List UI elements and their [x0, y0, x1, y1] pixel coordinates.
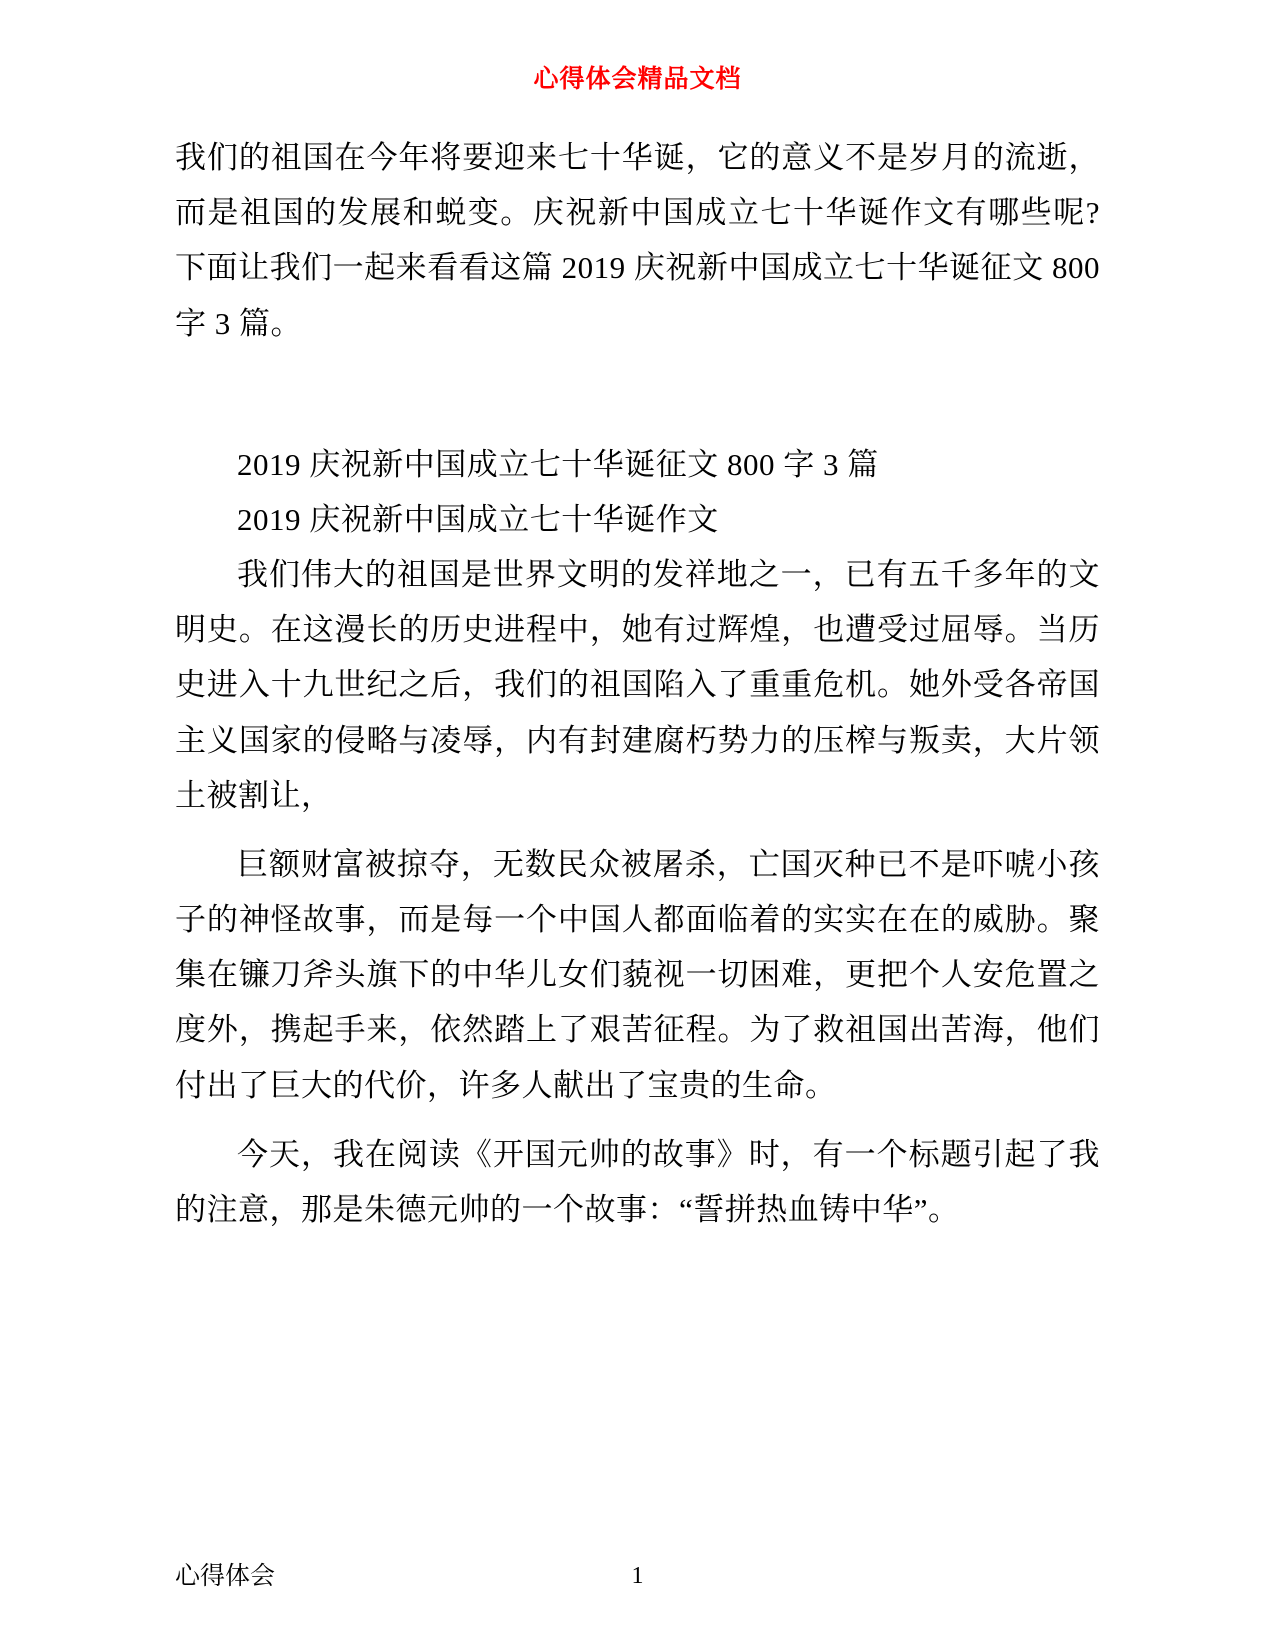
page-footer [175, 1552, 1100, 1592]
body-paragraph-1: 我们伟大的祖国是世界文明的发祥地之一，已有五千多年的文明史。在这漫长的历史进程中，她有过辉煌，也遭受过屈辱。当历史进入十九世纪之后，我们的祖国陷入了重重危机。她外受各帝国主义国家的侵略与凌辱，内有封建腐朽势力的压榨与叛卖，大片领土被割让， [175, 557, 1100, 813]
essay-title-line-1: 2019 庆祝新中国成立七十华诞征文 800 字 3 篇 [237, 446, 879, 482]
footer-label: 心得体会 [175, 1563, 276, 1590]
section-spacer [175, 351, 1100, 437]
body-paragraph-2: 巨额财富被掠夺，无数民众被屠杀，亡国灭种已不是吓唬小孩子的神怪故事，而是每一个中国人都面临着的实实在在的威胁。聚集在镰刀斧头旗下的中华儿女们藐视一切困难，更把个人安危置之度外，携起手来，依然踏上了艰苦征程。为了救祖国出苦海，他们付出了巨大的代价，许多人献出了宝贵的生命。 [175, 846, 1100, 1103]
body-paragraph-3: 今天，我在阅读《开国元帅的故事》时，有一个标题引起了我的注意，那是朱德元帅的一个故事：“誓拼热血铸中华”。 [175, 1136, 1100, 1227]
page-number: 1 [631, 1563, 644, 1589]
document-header-title: 心得体会精品文档 [533, 65, 742, 93]
paragraph-spacer [175, 823, 1100, 837]
paragraph-spacer [175, 1113, 1100, 1127]
intro-paragraph: 我们的祖国在今年将要迎来七十华诞，它的意义不是岁月的流逝，而是祖国的发展和蜕变。庆祝新中国成立七十华诞作文有哪些呢?下面让我们一起来看看这篇 2019 庆祝新中国成立七十华诞征文 800 字 3 篇。 [175, 140, 1100, 341]
document-body [175, 130, 1100, 1237]
essay-title-line-2: 2019 庆祝新中国成立七十华诞作文 [237, 501, 719, 537]
